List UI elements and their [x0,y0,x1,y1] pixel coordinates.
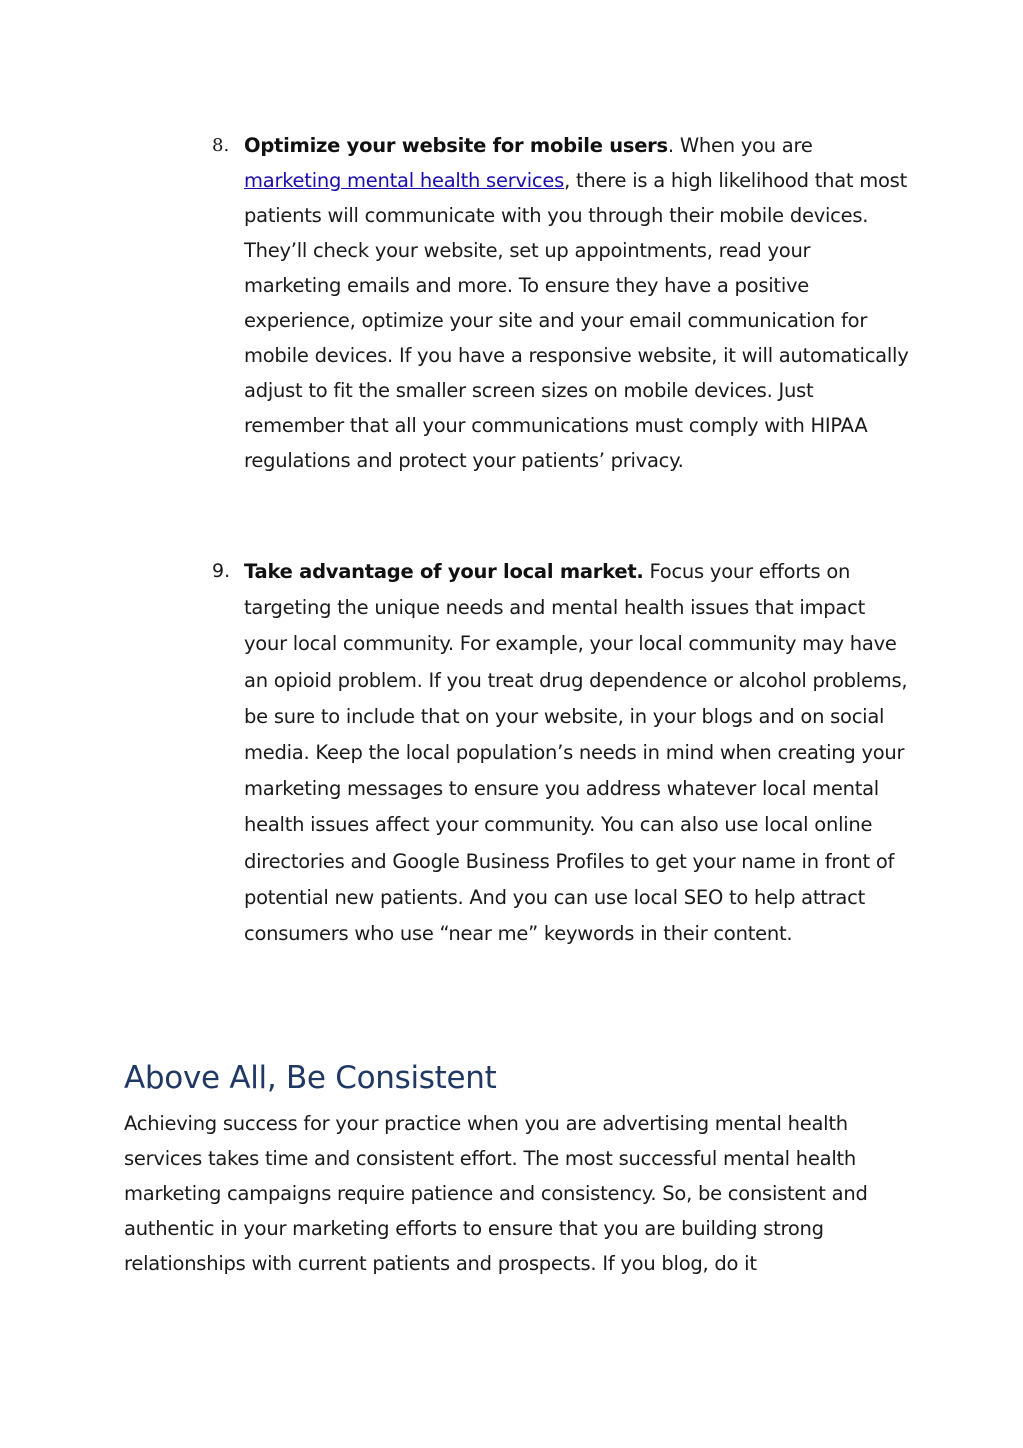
list-number: 8. [212,135,230,156]
list-number: 9. [212,560,231,582]
list-item-text [244,554,912,952]
list-item-title: Take advantage of your local market. [244,560,644,583]
list-item-text [244,128,912,478]
section-paragraph: Achieving success for your practice when you are advertising mental health services takes time and consistent effort. The most successful mental health marketing campaigns require patience and consistency. So, be consistent and authentic in your marketing efforts to ensure that you are building strong relationships with current patients and prospects. If you blog, do it [124,1112,868,1275]
section-heading: Above All, Be Consistent [124,1060,497,1096]
list-item-9 [212,554,912,952]
marketing-services-link[interactable]: marketing mental health services [244,169,565,192]
list-item-8 [212,128,912,478]
list-item-body: , there is a high likelihood that most patients will communicate with you through their mobile devices. They’ll check your website, set up appointments, read your marketing emails and more. To ensure they have a positive experience, optimize your site and your email communication for mobile devices. If you have a responsive website, it will automatically adjust to fit the smaller screen sizes on mobile devices. Just remember that all your communications must comply with HIPAA regulations and protect your patients’ privacy. [244,169,909,472]
list-item-body: Focus your efforts on targeting the unique needs and mental health issues that impact your local community. For example, your local community may have an opioid problem. If you treat drug dependence or alcohol problems, be sure to include that on your website, in your blogs and on social media. Keep the local population’s needs in mind when creating your marketing messages to ensure you address whatever local mental health issues affect your community. You can also use local online directories and Google Business Profiles to get your name in front of potential new patients. And you can use local SEO to help attract consumers who use “near me” keywords in their content. [244,560,908,946]
list-item-title: Optimize your website for mobile users [244,134,668,157]
list-item-lead: . When you are [667,134,813,157]
